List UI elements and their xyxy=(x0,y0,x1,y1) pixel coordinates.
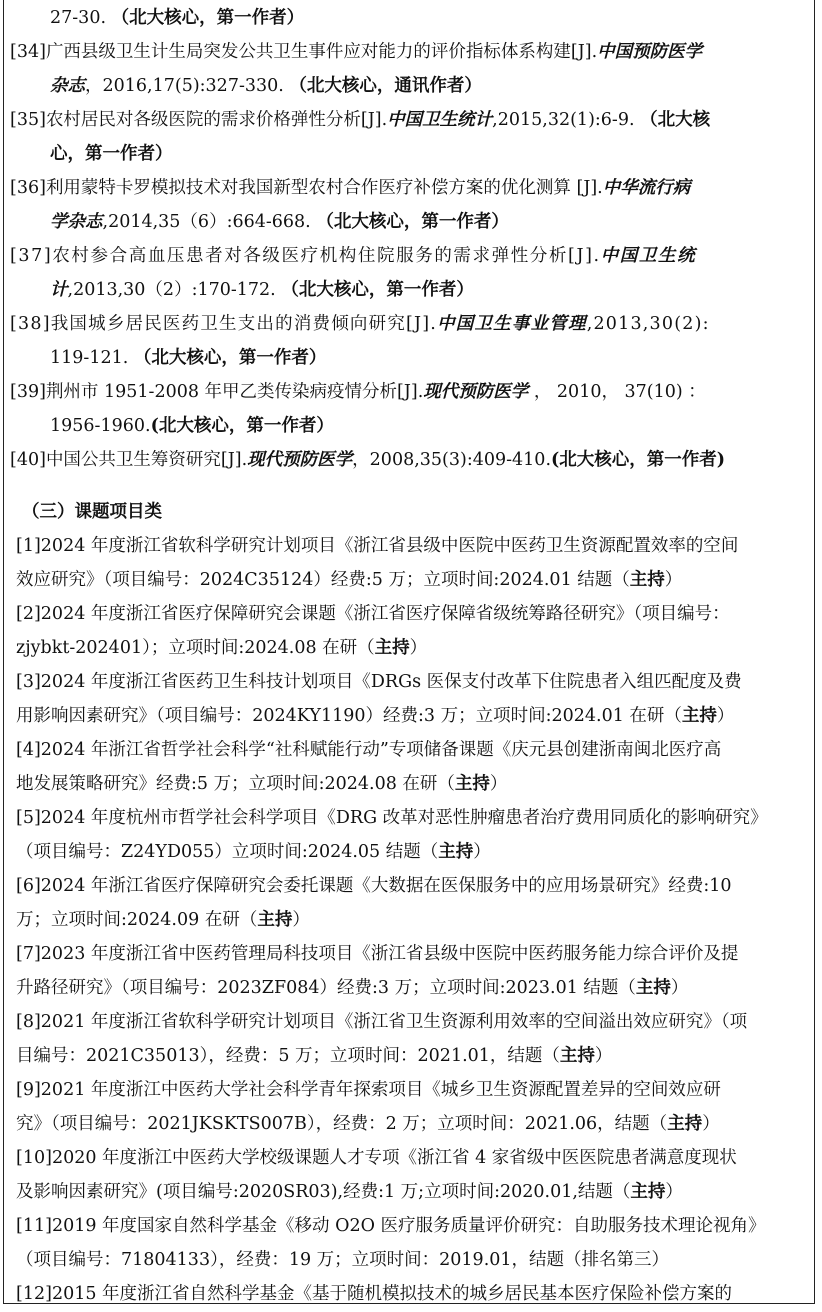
text-projects-3-l1: 2024 年浙江省哲学社会科学“社科赋能行动”专项储备课题《庆元县创建浙南闽北医疗高 xyxy=(40,740,722,760)
text-projects-4-role: 主持 xyxy=(438,842,474,862)
text-projects-4-num: [5] xyxy=(16,808,41,828)
text-papers-3-j2: 计 xyxy=(50,280,68,300)
entry-continuation-line xyxy=(16,971,806,1005)
entry-first-line xyxy=(10,171,806,205)
text-papers-1-j1: 中国卫生统计 xyxy=(387,110,493,130)
text-papers-0-note: （北大核心，通讯作者） xyxy=(289,76,482,96)
entry-first-line xyxy=(16,801,806,835)
text-papers-6-l1b: ，2008,35(3):409-410. xyxy=(352,450,552,470)
text-projects-6-end: ） xyxy=(670,978,689,998)
entry-continuation-line xyxy=(16,903,806,937)
text-papers-2-l2: ,2014,35（6）:664-668. xyxy=(102,212,311,232)
text-papers-3-l2: ,2013,30（2）:170-172. xyxy=(67,280,276,300)
entry-first-line xyxy=(16,869,806,903)
text-papers-4-l1b: ,2013,30(2): xyxy=(586,314,710,334)
entry-continuation-line xyxy=(16,563,806,597)
text-projects-3-end: ） xyxy=(489,774,508,794)
text-projects-2-end: ） xyxy=(716,706,735,726)
text-projects-7-l2: 目编号：2021C35013），经费：5 万；立项时间：2021.01，结题（ xyxy=(16,1046,560,1066)
entry-first-line xyxy=(16,1209,806,1243)
entry-first-line xyxy=(10,375,806,409)
text-projects-4-l2: （项目编号：Z24YD055）立项时间:2024.05 结题（ xyxy=(16,842,439,862)
text-projects-0-l1: 2024 年度浙江省软科学研究计划项目《浙江省县级中医院中医药卫生资源配置效率的空间 xyxy=(40,536,739,556)
text-projects-4-l1: 2024 年度杭州市哲学社会科学项目《DRG 改革对恶性肿瘤患者治疗费用同质化的影响研究》 xyxy=(40,808,768,828)
entry-continuation-line xyxy=(16,1107,806,1141)
text-projects-1-l2: zjybkt-202401）；立项时间:2024.08 在研（ xyxy=(16,638,375,658)
project-entry-1 xyxy=(4,529,814,597)
entry-first-line xyxy=(10,307,806,341)
entry-continuation-line xyxy=(50,273,806,307)
text-projects-4-end: ） xyxy=(473,842,491,862)
text-projects-8-l2: 究》（项目编号：2021JKSKTS007B），经费：2 万；立项时间：2021.06，结题（ xyxy=(16,1114,668,1134)
text-projects-6-l2: 升路径研究》（项目编号：2023ZF084）经费:3 万；立项时间:2023.01 结题（ xyxy=(16,978,636,998)
text-papers-1-note1: （北大核 xyxy=(640,110,711,130)
text-projects-9-role: 主持 xyxy=(630,1182,666,1202)
paper-entry-37 xyxy=(4,239,814,307)
text-papers-1-l1: 农村居民对各级医院的需求价格弹性分析[J]. xyxy=(45,110,388,130)
entry-first-line xyxy=(16,1005,806,1039)
project-entry-6 xyxy=(4,869,814,937)
entry-continuation-line xyxy=(16,631,806,665)
text-projects-6-role: 主持 xyxy=(635,978,671,998)
text-top_continuation-text: 27-30. xyxy=(50,8,107,28)
text-projects-8-end: ） xyxy=(702,1114,720,1134)
text-papers-6-num: [40] xyxy=(10,450,46,470)
entry-first-line xyxy=(10,35,806,69)
project-entry-4 xyxy=(4,733,814,801)
entry-continuation-line xyxy=(16,767,806,801)
entry-first-line xyxy=(16,937,806,971)
text-projects-0-end: ） xyxy=(664,570,683,590)
paper-entry-38 xyxy=(4,307,814,375)
text-projects-8-l1: 2021 年度浙江中医药大学社会科学青年探索项目《城乡卫生资源配置差异的空间效应研 xyxy=(40,1080,721,1100)
text-projects-7-end: ） xyxy=(594,1046,613,1066)
entry-continuation-line xyxy=(16,1039,806,1073)
text-papers-0-j2: 杂志 xyxy=(50,76,85,96)
project-entry-10 xyxy=(4,1141,814,1209)
text-projects-2-role: 主持 xyxy=(681,706,717,726)
entry-first-line xyxy=(10,443,806,477)
text-projects-3-role: 主持 xyxy=(454,774,490,794)
text-projects-0-l2: 效应研究》（项目编号：2024C35124）经费:5 万；立项时间:2024.01 结题（ xyxy=(16,570,630,590)
entry-first-line xyxy=(16,529,806,563)
entry-first-line xyxy=(16,1141,806,1175)
text-projects-7-num: [8] xyxy=(16,1012,41,1032)
text-projects-11-l1: 2015 年度浙江省自然科学基金《基于随机模拟技术的城乡居民基本医疗保险补偿方案的 xyxy=(51,1284,733,1304)
text-papers-4-l1: 我国城乡居民医药卫生支出的消费倾向研究[J]. xyxy=(50,314,438,334)
text-projects-2-l1: 2024 年度浙江省医药卫生科技计划项目《DRGs 医保支付改革下住院患者入组匹配度及费 xyxy=(40,672,742,692)
project-entry-2 xyxy=(4,597,814,665)
entry-first-line xyxy=(10,103,806,137)
entry-continuation-line xyxy=(50,409,806,443)
text-papers-0-l1: 广西县级卫生计生局突发公共卫生事件应对能力的评价指标体系构建[J]. xyxy=(45,42,598,62)
text-papers-6-l1: 中国公共卫生筹资研究[J]. xyxy=(45,450,248,470)
entry-continuation-line xyxy=(16,1175,806,1209)
text-papers-4-num: [38] xyxy=(10,314,51,334)
text-projects-10-l1: 2019 年度国家自然科学基金《移动 O2O 医疗服务质量评价研究：自助服务技术理论视角》 xyxy=(51,1216,766,1236)
entry-first-line xyxy=(16,1073,806,1107)
entry-first-line xyxy=(16,665,806,699)
text-papers-5-l1: 荆州市 1951-2008 年甲乙类传染病疫情分析[J]. xyxy=(45,382,424,402)
text-papers-2-j2: 学杂志 xyxy=(50,212,103,232)
text-papers-4-note: （北大核心，第一作者） xyxy=(133,348,327,368)
project-entry-5 xyxy=(4,801,814,869)
text-papers-6-j1: 现代预防医学 xyxy=(247,450,353,470)
text-papers-1-note2: 心，第一作者） xyxy=(50,144,173,164)
text-projects-0-role: 主持 xyxy=(629,570,665,590)
text-projects-1-l1: 2024 年度浙江省医疗保障研究会课题《浙江省医疗保障省级统筹路径研究》（项目编号： xyxy=(40,604,730,624)
entry-continuation-line xyxy=(50,69,806,103)
entry-first-line xyxy=(16,597,806,631)
text-projects-3-l2: 地发展策略研究》经费:5 万；立项时间:2024.08 在研（ xyxy=(16,774,455,794)
text-papers-5-num: [39] xyxy=(10,382,46,402)
text-projects-5-role: 主持 xyxy=(257,910,293,930)
paper-entry-40 xyxy=(4,443,814,477)
text-projects-8-num: [9] xyxy=(16,1080,41,1100)
document-page xyxy=(3,0,815,1304)
text-papers-4-l2: 119-121. xyxy=(50,348,129,368)
paper-entry-35 xyxy=(4,103,814,171)
text-projects-3-num: [4] xyxy=(16,740,41,760)
paper-entry-36 xyxy=(4,171,814,239)
text-projects-9-num: [10] xyxy=(16,1148,52,1168)
text-papers-0-num: [34] xyxy=(10,42,46,62)
text-projects-9-l2: 及影响因素研究》(项目编号:2020SR03),经费:1 万;立项时间:2020.01,结题（ xyxy=(16,1182,631,1202)
entry-continuation-line xyxy=(16,699,806,733)
text-projects-2-num: [3] xyxy=(16,672,41,692)
text-papers-2-l1: 利用蒙特卡罗模拟技术对我国新型农村合作医疗补偿方案的优化测算 [J]. xyxy=(45,178,603,198)
text-projects-6-num: [7] xyxy=(16,944,41,964)
section-title: （三）课题项目类 xyxy=(22,502,162,522)
text-projects-9-end: ） xyxy=(665,1182,683,1202)
text-papers-5-l2: 1956-1960. xyxy=(50,416,151,436)
text-papers-6-note: (北大核心，第一作者) xyxy=(551,450,726,470)
text-papers-5-l1b: ， 2010， 37(10) ： xyxy=(533,382,706,402)
text-projects-0-num: [1] xyxy=(16,536,41,556)
project-entry-11 xyxy=(4,1209,814,1277)
text-papers-2-note: （北大核心，第一作者） xyxy=(316,212,509,232)
paper-33-continuation xyxy=(4,0,814,35)
entry-continuation-line xyxy=(50,137,806,171)
text-papers-3-note: （北大核心，第一作者） xyxy=(281,280,474,300)
text-projects-1-end: ） xyxy=(409,638,428,658)
paper-entry-39 xyxy=(4,375,814,443)
text-papers-4-j1: 中国卫生事业管理 xyxy=(437,314,587,334)
text-projects-1-num: [2] xyxy=(16,604,41,624)
text-papers-5-note: (北大核心，第一作者） xyxy=(150,416,334,436)
text-papers-1-num: [35] xyxy=(10,110,46,130)
entry-continuation-line xyxy=(16,1243,806,1277)
entry-first-line xyxy=(16,733,806,767)
text-projects-5-end: ） xyxy=(292,910,310,930)
text-projects-9-l1: 2020 年度浙江中医药大学校级课题人才专项《浙江省 4 家省级中医医院患者满意度现状 xyxy=(51,1148,737,1168)
text-papers-2-j1: 中华流行病 xyxy=(602,178,691,198)
text-projects-5-l1: 2024 年浙江省医疗保障研究会委托课题《大数据在医保服务中的应用场景研究》经费:10 xyxy=(40,876,732,896)
text-papers-3-j1: 中国卫生统 xyxy=(600,246,697,266)
text-projects-10-l2: （项目编号：71804133），经费：19 万；立项时间：2019.01，结题（排名第三） xyxy=(16,1250,670,1270)
text-papers-3-l1: 农村参合高血压患者对各级医疗机构住院服务的需求弹性分析[J]. xyxy=(52,246,601,266)
text-papers-2-num: [36] xyxy=(10,178,46,198)
entry-first-line xyxy=(10,239,806,273)
entry-continuation-line xyxy=(50,341,806,375)
text-projects-6-l1: 2023 年度浙江省中医药管理局科技项目《浙江省县级中医院中医药服务能力综合评价及提 xyxy=(40,944,739,964)
text-projects-10-num: [11] xyxy=(16,1216,52,1236)
project-entry-8 xyxy=(4,1005,814,1073)
text-projects-7-role: 主持 xyxy=(559,1046,595,1066)
text-top_continuation-note: （北大核心，第一作者） xyxy=(111,8,305,28)
project-entry-3 xyxy=(4,665,814,733)
text-projects-8-role: 主持 xyxy=(667,1114,703,1134)
project-entry-12 xyxy=(4,1277,814,1304)
text-projects-5-l2: 万；立项时间:2024.09 在研（ xyxy=(16,910,258,930)
entry-continuation-line xyxy=(16,835,806,869)
project-entry-7 xyxy=(4,937,814,1005)
text-papers-1-l1b: ,2015,32(1):6-9. xyxy=(492,110,635,130)
text-projects-11-num: [12] xyxy=(16,1284,52,1304)
text-projects-1-role: 主持 xyxy=(374,638,410,658)
entry-continuation-line xyxy=(50,205,806,239)
text-papers-3-num: [37] xyxy=(10,246,53,266)
paper-entry-34 xyxy=(4,35,814,103)
text-papers-0-l2: ，2016,17(5):327-330. xyxy=(85,76,284,96)
text-papers-5-j1: 现代预防医学 xyxy=(423,382,529,402)
text-projects-5-num: [6] xyxy=(16,876,41,896)
text-papers-0-j1: 中国预防医学 xyxy=(597,42,703,62)
entry-first-line xyxy=(16,1277,806,1304)
text-projects-2-l2: 用影响因素研究》（项目编号：2024KY1190）经费:3 万；立项时间:2024.01 在研（ xyxy=(16,706,682,726)
text-projects-7-l1: 2021 年度浙江省软科学研究计划项目《浙江省卫生资源利用效率的空间溢出效应研究》（项 xyxy=(40,1012,748,1032)
project-entry-9 xyxy=(4,1073,814,1141)
